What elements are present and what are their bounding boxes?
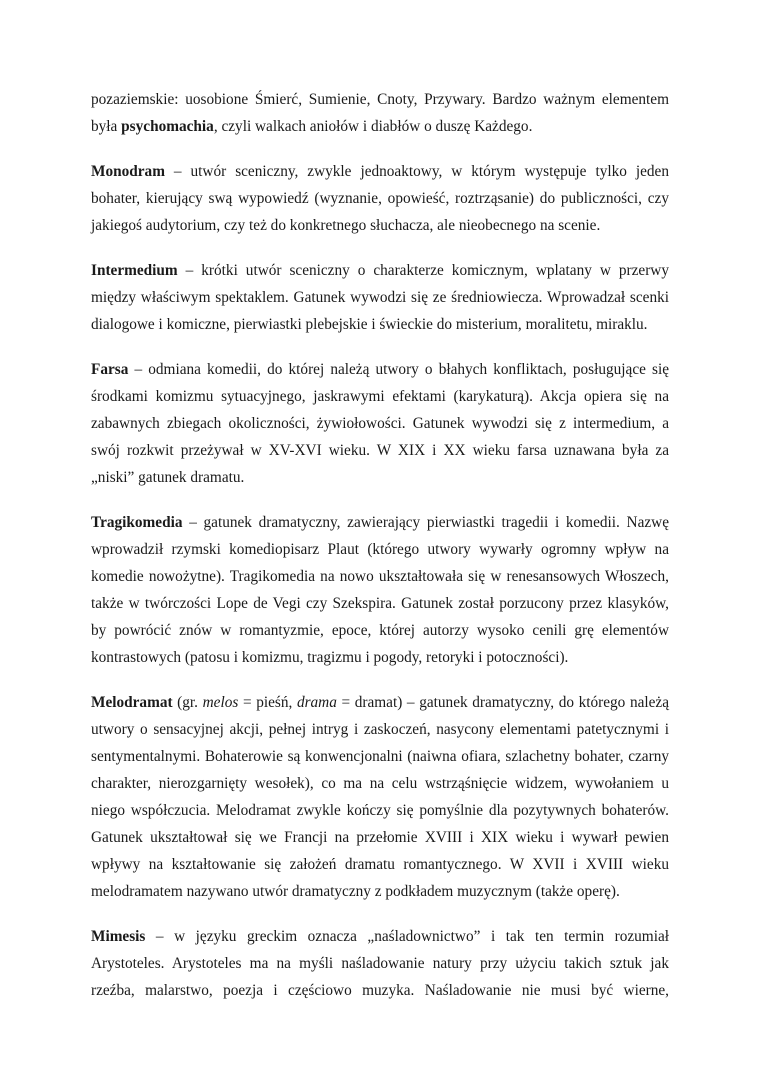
text-line xyxy=(91,509,669,536)
text-line xyxy=(91,797,669,824)
text-run: wpływy na kształtowanie się założeń dramatu romantycznego. W XVII i XVIII wieku xyxy=(91,856,669,873)
text-line xyxy=(91,617,669,644)
text-line xyxy=(91,851,669,878)
text-run: , czyli walkach aniołów i diabłów o duszę Każdego. xyxy=(213,118,533,135)
text-run: swój rozkwit przeżywał w XV-XVI wieku. W XIX i XX wieku farsa uznawana była za xyxy=(91,442,669,459)
text-run: środkami komizmu sytuacyjnego, jaskrawymi efektami (karykaturą). Akcja opiera się na xyxy=(91,388,669,405)
text-run: pozaziemskie: uosobione Śmierć, Sumienie, Cnoty, Przywary. Bardzo ważnym elementem xyxy=(91,91,669,108)
text-run: jakiegoś audytorium, czy też do konkretnego słuchacza, ale nieobecnego na scenie. xyxy=(91,217,601,234)
text-run: bohater, kierujący swą wypowiedź (wyznanie, opowieść, roztrząsanie) do publiczności, czy xyxy=(91,190,669,207)
text-line xyxy=(91,284,669,311)
text-line xyxy=(91,770,669,797)
term-heading: Melodramat xyxy=(91,694,173,711)
paragraph-tragikomedia xyxy=(91,509,669,671)
term-heading: Mimesis xyxy=(91,928,146,945)
text-run: dialogowe i komiczne, pierwiastki plebejskie i świeckie do misterium, moralitetu, miraklu. xyxy=(91,316,648,333)
text-run: komedie nowożytne). Tragikomedia na nowo ukształtowała się w renesansowych Włoszech, xyxy=(91,568,669,585)
text-line xyxy=(91,437,669,464)
text-run: kontrastowych (patosu i komizmu, tragizmu i pogody, retoryki i potoczności). xyxy=(91,649,569,666)
term-heading: Tragikomedia xyxy=(91,514,183,531)
text-line xyxy=(91,743,669,770)
text-run: melodramatem nazywano utwór dramatyczny z podkładem muzycznym (także operę). xyxy=(91,883,620,900)
text-run: by powrócić znów w romantyzmie, epoce, której autorzy wysoko cenili grę elementów xyxy=(91,622,669,639)
paragraph-moralitet-cont xyxy=(91,86,669,140)
term-heading: Intermedium xyxy=(91,262,178,279)
text-run: była xyxy=(91,118,122,135)
paragraph-intermedium xyxy=(91,257,669,338)
text-run: charakter, nierozgarnięty wesołek), co ma na celu wstrząśnięcie widzem, wywołaniem u xyxy=(91,775,669,792)
term-heading: Farsa xyxy=(91,361,129,378)
text-line xyxy=(91,689,669,716)
text-run: sentymentalnymi. Bohaterowie są konwencjonalni (naiwna ofiara, szlachetny bohater, czarny xyxy=(91,748,669,765)
text-line xyxy=(91,113,669,140)
text-run: – odmiana komedii, do której należą utwory o błahych konfliktach, posługujące się xyxy=(128,361,669,378)
text-run: zabawnych zbiegach okoliczności, żywiołowości. Gatunek wywodzi się z intermedium, a xyxy=(91,415,669,432)
term-heading: Monodram xyxy=(91,163,165,180)
text-line xyxy=(91,383,669,410)
text-run: – w języku greckim oznacza „naśladownictwo” i tak ten termin rozumiał xyxy=(145,928,669,945)
text-line xyxy=(91,464,669,491)
text-run: utwory o sensacyjnej akcji, pełnej intryg i zaskoczeń, nasycony elementami patetycznymi i xyxy=(91,721,669,738)
text-line xyxy=(91,923,669,950)
text-run: – gatunek dramatyczny, zawierający pierwiastki tragedii i komedii. Nazwę xyxy=(182,514,669,531)
text-line xyxy=(91,716,669,743)
text-line xyxy=(91,644,669,671)
text-line xyxy=(91,950,669,977)
text-run: także w twórczości Lope de Vegi czy Szekspira. Gatunek został porzucony przez klasyków, xyxy=(91,595,669,612)
text-line xyxy=(91,212,669,239)
text-line xyxy=(91,158,669,185)
italic-term: drama xyxy=(296,694,337,711)
text-run: „niski” gatunek dramatu. xyxy=(91,469,245,486)
text-run: wprowadził rzymski komediopisarz Plaut (którego utwory wywarły ogromny wpływ na xyxy=(91,541,669,558)
paragraph-farsa xyxy=(91,356,669,491)
term-heading: psychomachia xyxy=(121,118,214,135)
paragraph-melodramat xyxy=(91,689,669,905)
text-run: = dramat) – gatunek dramatyczny, do którego należą xyxy=(336,694,670,711)
text-run: – utwór sceniczny, zwykle jednoaktowy, w którym występuje tylko jeden xyxy=(164,163,669,180)
document-page xyxy=(91,86,669,1022)
text-line xyxy=(91,86,669,113)
text-line xyxy=(91,590,669,617)
text-run: Arystoteles. Arystoteles ma na myśli naśladowanie natury przy użyciu takich sztuk jak xyxy=(91,955,669,972)
text-run: = pieśń, xyxy=(238,694,297,711)
text-line xyxy=(91,824,669,851)
text-line xyxy=(91,977,669,1004)
italic-term: melos xyxy=(202,694,239,711)
text-line xyxy=(91,356,669,383)
text-run: Gatunek ukształtował się we Francji na przełomie XVIII i XIX wieku i wywarł pewien xyxy=(91,829,669,846)
text-run: rzeźba, malarstwo, poezja i częściowo muzyka. Naśladowanie nie musi być wierne, xyxy=(91,982,669,999)
text-line xyxy=(91,563,669,590)
text-run: (gr. xyxy=(172,694,203,711)
text-run: – krótki utwór sceniczny o charakterze komicznym, wplatany w przerwy xyxy=(177,262,669,279)
text-run: niego współczucia. Melodramat zwykle kończy się pomyślnie dla pozytywnych bohaterów. xyxy=(91,802,669,819)
text-line xyxy=(91,185,669,212)
text-line xyxy=(91,311,669,338)
paragraph-monodram xyxy=(91,158,669,239)
text-line xyxy=(91,410,669,437)
paragraph-mimesis xyxy=(91,923,669,1004)
text-line xyxy=(91,878,669,905)
text-line xyxy=(91,536,669,563)
text-line xyxy=(91,257,669,284)
text-run: między właściwym spektaklem. Gatunek wywodzi się ze średniowiecza. Wprowadzał scenki xyxy=(91,289,669,306)
